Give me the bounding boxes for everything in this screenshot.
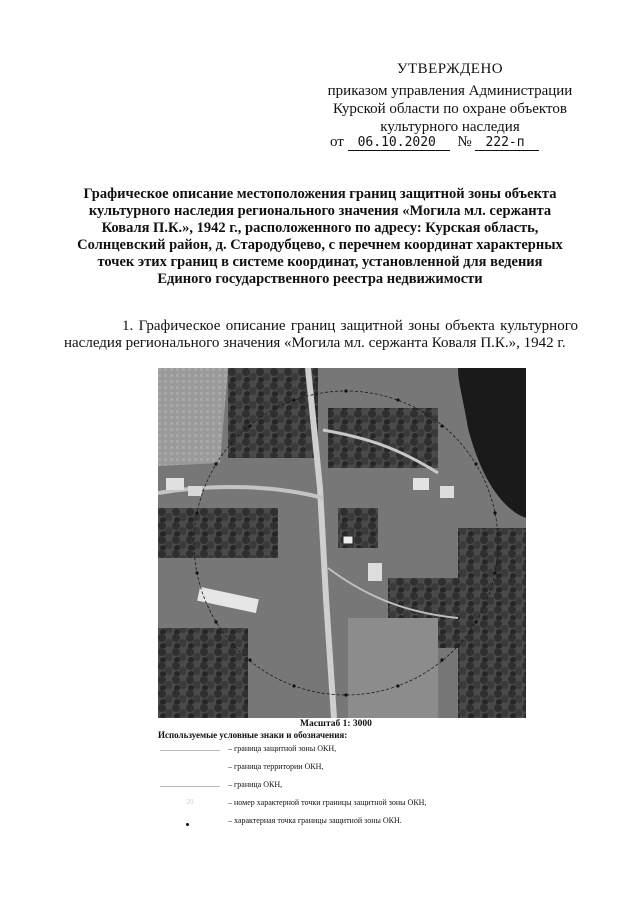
document-title: Графическое описание местоположения границ защитной зоны объекта культурного наследия регионального значения «Могила мл. сержанта Коваля П.К.», 1942 г., расположенного по адресу: Курская область, Солнцевский район, д. Стародубцево, с перечнем координат характерных точек этих границ в системе координат, установленной для ведения Единого государственного реестра недвижимости (77, 186, 563, 287)
legend-item-territory-boundary (160, 762, 460, 780)
order-date-line (330, 134, 610, 151)
approval-line-3: культурного наследия (380, 119, 520, 135)
number-prefix: № (457, 134, 472, 150)
order-date: 06.10.2020 (348, 135, 450, 151)
section-paragraph-text: 1. Графическое описание границ защитной зоны объекта культурного наследия регионального значения «Могила мл. сержанта Коваля П.К.», 1942 г. (64, 318, 578, 351)
legend-item-text: – характерная точка границы защитной зоны ОКН. (228, 816, 402, 825)
approval-heading: УТВЕРЖДЕНО (396, 61, 504, 77)
order-number: 222-п (475, 135, 538, 151)
approval-line-2: Курской области по охране объектов (333, 101, 567, 117)
dashed-line-icon (160, 750, 220, 751)
section-paragraph (64, 318, 578, 352)
point-dot-icon (186, 823, 189, 826)
legend-item-point-number: 20 – номер характерной точки границы защитной зоны ОКН, (186, 798, 427, 807)
legend-item-zone-boundary (160, 744, 460, 762)
legend-item-text: – граница защитной зоны ОКН, (228, 744, 337, 753)
legend-title: Используемые условные знаки и обозначения: (158, 730, 348, 740)
aerial-map-image (158, 368, 526, 718)
legend-item-okn-boundary (160, 780, 460, 798)
approval-block (300, 60, 600, 136)
date-prefix: от (330, 134, 344, 150)
legend-item-text: – граница ОКН, (228, 780, 283, 789)
map-scale: Масштаб 1: 3000 (300, 719, 372, 729)
approval-line-1: приказом управления Администрации (327, 83, 573, 99)
solid-line-icon (160, 786, 220, 787)
legend-item-text: – номер характерной точки границы защитной зоны ОКН, (228, 798, 427, 807)
legend-item-point (160, 816, 460, 834)
legend-item-text: – граница территории ОКН, (228, 762, 324, 771)
aerial-map (158, 368, 526, 718)
legend (160, 744, 460, 834)
